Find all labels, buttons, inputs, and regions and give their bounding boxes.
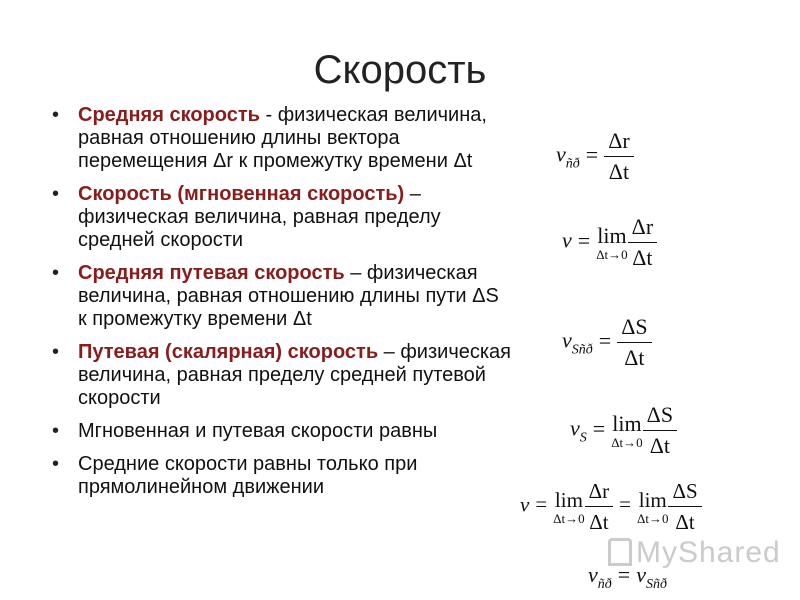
subscript: S bbox=[579, 430, 587, 446]
list-item bbox=[52, 453, 512, 499]
term: Средняя путевая скорость bbox=[78, 262, 345, 284]
limit-subscript: Δt→0 bbox=[596, 246, 628, 262]
watermark-text: MyShared bbox=[636, 536, 781, 569]
equals-sign: = bbox=[598, 327, 612, 353]
symbol-v: v bbox=[562, 227, 572, 253]
limit-subscript: Δt→0 bbox=[553, 510, 585, 526]
numerator: ΔS bbox=[668, 476, 701, 507]
definition: Мгновенная и путевая скорости равны bbox=[78, 420, 438, 442]
numerator: Δr bbox=[628, 212, 657, 243]
equals-sign: = bbox=[577, 227, 591, 253]
definition: – физическая величина, равная пределу средней скорости bbox=[78, 183, 441, 251]
formula-average-path-speed bbox=[562, 312, 652, 373]
limit-label: lim bbox=[638, 487, 667, 512]
equals-sign: = bbox=[617, 562, 631, 587]
symbol-v: v bbox=[520, 492, 530, 517]
formula-path-speed bbox=[570, 400, 677, 461]
numerator: Δr bbox=[585, 476, 614, 507]
equals-sign: = bbox=[585, 141, 599, 167]
limit-subscript: Δt→0 bbox=[637, 510, 669, 526]
subscript: ñð bbox=[565, 156, 580, 172]
list-item bbox=[52, 104, 512, 173]
bullet-icon: • bbox=[52, 453, 60, 475]
numerator: Δr bbox=[604, 126, 633, 157]
definition: Средние скорости равны только при прямолинейном движении bbox=[78, 453, 418, 498]
term: Путевая (скалярная) скорость bbox=[78, 341, 379, 363]
denominator: Δt bbox=[624, 345, 645, 370]
fraction bbox=[604, 126, 633, 187]
definition: – физическая величина, равная пределу средней путевой скорости bbox=[78, 341, 511, 409]
bullet-icon: • bbox=[52, 420, 60, 442]
formula-average-velocity bbox=[556, 126, 634, 187]
equals-sign: = bbox=[592, 415, 606, 441]
fraction bbox=[643, 400, 677, 461]
formula-average-equality bbox=[588, 562, 667, 593]
fraction bbox=[585, 476, 614, 537]
symbol-v: v bbox=[636, 562, 646, 587]
limit-subscript: Δt→0 bbox=[611, 434, 643, 450]
equals-sign: = bbox=[535, 492, 548, 517]
numerator: ΔS bbox=[617, 312, 651, 343]
list-item bbox=[52, 420, 512, 443]
limit bbox=[611, 412, 642, 450]
slide-title: Скорость bbox=[313, 48, 487, 92]
bullet-icon: • bbox=[52, 262, 60, 284]
limit bbox=[553, 488, 584, 526]
fraction bbox=[617, 312, 651, 373]
formula-instant-velocity bbox=[562, 212, 657, 273]
symbol-v: v bbox=[562, 327, 572, 353]
definition-list bbox=[52, 104, 512, 509]
limit-label: lim bbox=[597, 222, 627, 248]
denominator: Δt bbox=[589, 510, 609, 534]
symbol-v: v bbox=[588, 562, 598, 587]
list-item bbox=[52, 262, 512, 331]
term: Средняя скорость bbox=[78, 104, 260, 126]
symbol-v: v bbox=[570, 415, 580, 441]
denominator: Δt bbox=[632, 245, 653, 270]
formula-velocity-equality bbox=[520, 476, 702, 537]
denominator: Δt bbox=[608, 159, 630, 184]
list-item bbox=[52, 183, 512, 252]
denominator: Δt bbox=[649, 433, 670, 458]
subscript: Sñð bbox=[645, 577, 667, 592]
bullet-icon: • bbox=[52, 183, 60, 205]
term: Скорость (мгновенная скорость) bbox=[78, 183, 405, 205]
numerator: ΔS bbox=[643, 400, 677, 431]
limit bbox=[637, 488, 668, 526]
symbol-v: v bbox=[556, 141, 566, 167]
fraction bbox=[628, 212, 657, 273]
equals-sign: = bbox=[619, 492, 631, 517]
definition: – физическая величина, равная отношению длины пути ΔS к промежутку времени Δt bbox=[78, 262, 499, 330]
list-item bbox=[52, 341, 512, 410]
denominator: Δt bbox=[675, 510, 695, 534]
bullet-icon: • bbox=[52, 104, 60, 126]
limit-label: lim bbox=[554, 487, 583, 512]
limit bbox=[596, 224, 627, 262]
subscript: ñð bbox=[597, 577, 612, 592]
bullet-icon: • bbox=[52, 341, 60, 363]
definition: - физическая величина, равная отношению длины вектора перемещения Δr к промежутку времени Δt bbox=[78, 104, 487, 172]
subscript: Sñð bbox=[571, 342, 593, 358]
limit-label: lim bbox=[612, 410, 642, 436]
fraction bbox=[668, 476, 701, 537]
